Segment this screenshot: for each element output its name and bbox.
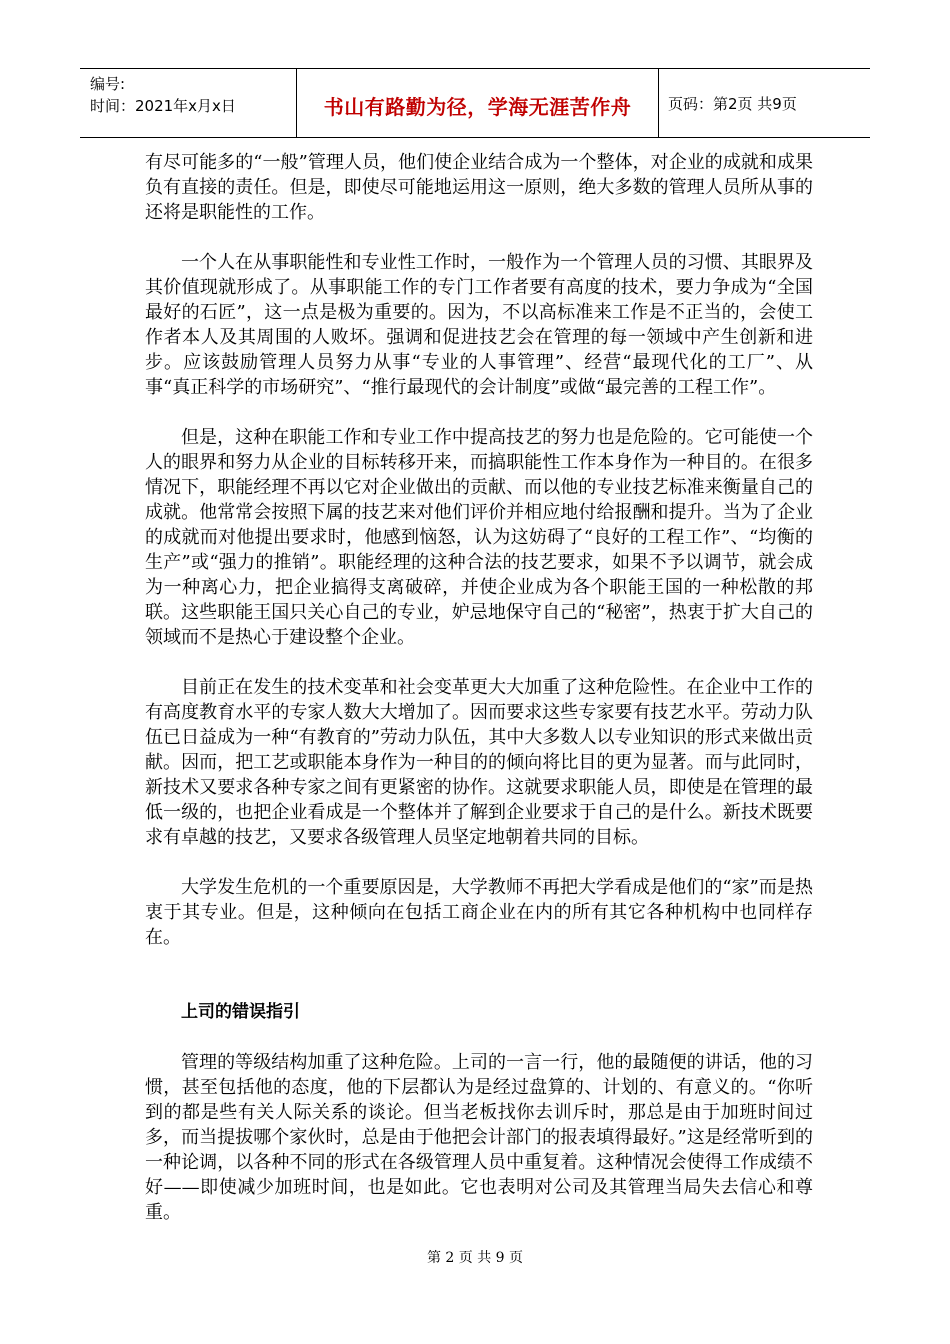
document-date: 时间：2021年x月x日: [90, 97, 236, 115]
header-divider: [658, 69, 659, 137]
body-paragraph: 管理的等级结构加重了这种危险。上司的一言一行，他的最随便的讲话，他的习惯，甚至包括他的态度，他的下层都认为是经过盘算的、计划的、有意义的。“你听到的都是些有关人际关系的谈论。但当老板找你去训斥时，那总是由于加班时间过多，而当提拔哪个家伙时，总是由于他把会计部门的报表填得最好。”这是经常听到的一种论调，以各种不同的形式在各级管理人员中重复着。这种情况会使得工作成绩不好——即使减少加班时间，也是如此。它也表明对公司及其管理当局失去信心和尊重。: [145, 1052, 813, 1223]
document-number-label: 编号:: [90, 75, 126, 93]
page-footer: 第 2 页 共 9 页: [426, 1250, 524, 1266]
section-heading: 上司的错误指引: [181, 1002, 300, 1022]
header-meta: [90, 73, 236, 117]
body-paragraph: 但是，这种在职能工作和专业工作中提高技艺的努力也是危险的。它可能使一个人的眼界和努力从企业的目标转移开来，而搞职能性工作本身作为一种目的。在很多情况下，职能经理不再以它对企业做出的贡献、而以他的专业技艺标准来衡量自己的成就。他常常会按照下属的技艺来对他们评价并相应地付给报酬和提升。当为了企业的成就而对他提出要求时，他感到恼怒，认为这妨碍了“良好的工程工作”、“均衡的生产”或“强力的推销”。职能经理的这种合法的技艺要求，如果不予以调节，就会成为一种离心力，把企业搞得支离破碎，并使企业成为各个职能王国的一种松散的邦联。这些职能王国只关心自己的专业，妒忌地保守自己的“秘密”，热衷于扩大自己的领域而不是热心于建设整个企业。: [145, 427, 813, 648]
header-page-info: 页码：第2页 共9页: [668, 95, 797, 113]
body-paragraph: 一个人在从事职能性和专业性工作时，一般作为一个管理人员的习惯、其眼界及其价值现就形成了。从事职能工作的专门工作者要有高度的技术，要力争成为“全国最好的石匠”，这一点是极为重要的。因为，不以高标准来工作是不正当的，会使工作者本人及其周围的人败坏。强调和促进技艺会在管理的每一领域中产生创新和进步。应该鼓励管理人员努力从事“专业的人事管理”、经营“最现代化的工厂”、从事“真正科学的市场研究”、“推行最现代的会计制度”或做“最完善的工程工作”。: [145, 252, 813, 398]
page-header: [80, 68, 870, 138]
body-paragraph: 大学发生危机的一个重要原因是，大学教师不再把大学看成是他们的“家”而是热衷于其专业。但是，这种倾向在包括工商企业在内的所有其它各种机构中也同样存在。: [145, 877, 813, 948]
header-motto: 书山有路勤为径，学海无涯苦作舟: [323, 95, 632, 119]
document-body: [145, 150, 813, 1250]
body-paragraph: 有尽可能多的“一般”管理人员，他们使企业结合成为一个整体，对企业的成就和成果负有直接的责任。但是，即使尽可能地运用这一原则，绝大多数的管理人员所从事的还将是职能性的工作。: [145, 152, 813, 223]
body-paragraph: 目前正在发生的技术变革和社会变革更大大加重了这种危险性。在企业中工作的有高度教育水平的专家人数大大增加了。因而要求这些专家要有技艺水平。劳动力队伍已日益成为一种“有教育的”劳动力队伍，其中大多数人以专业知识的形式来做出贡献。因而，把工艺或职能本身作为一种目的的倾向将比目的更为显著。而与此同时，新技术又要求各种专家之间有更紧密的协作。这就要求职能人员，即使是在管理的最低一级的，也把企业看成是一个整体并了解到企业要求于自己的是什么。新技术既要求有卓越的技艺，又要求各级管理人员坚定地朝着共同的目标。: [145, 677, 813, 848]
